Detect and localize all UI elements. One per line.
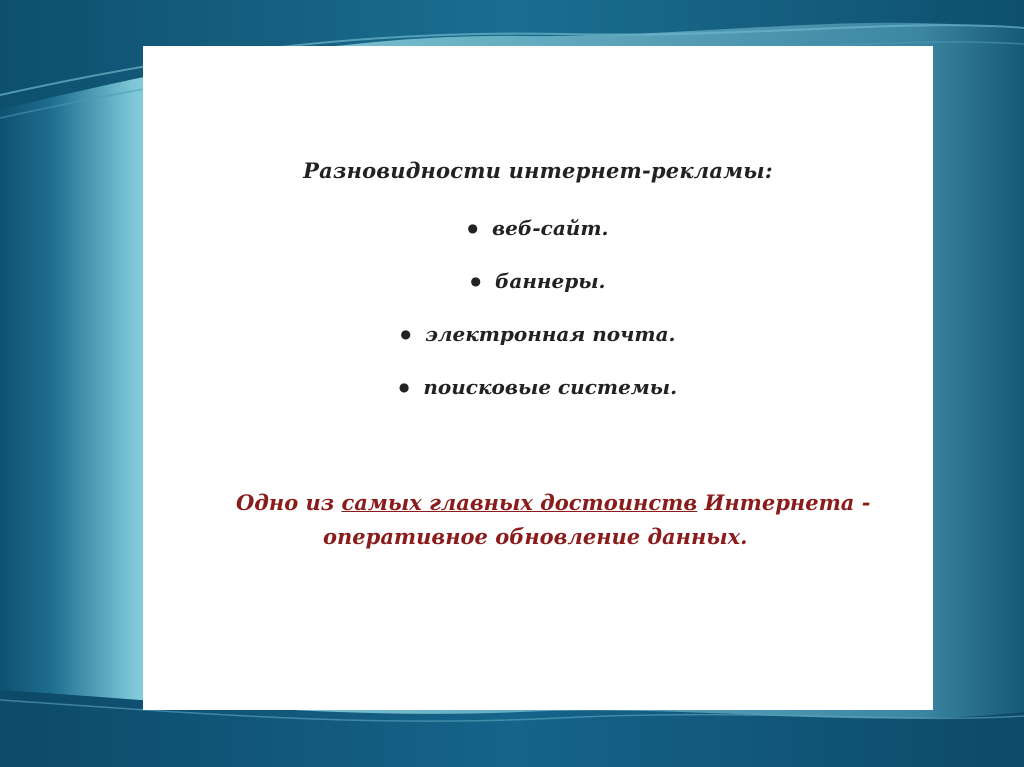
list-item: [143, 216, 933, 269]
highlight-line-2: оперативное обновление данных.: [323, 524, 748, 549]
list-item-text: веб-сайт.: [492, 216, 609, 240]
bullet-dot-icon: ●: [400, 327, 411, 341]
highlight-underlined-phrase: самых главных достоинств: [341, 490, 698, 515]
slide-heading: Разновидности интернет-рекламы:: [303, 158, 773, 183]
highlight-statement: [228, 486, 898, 554]
bullet-dot-icon: ●: [467, 221, 479, 235]
list-item: [143, 269, 933, 322]
highlight-line-1: [228, 486, 898, 520]
list-item-text: электронная почта.: [424, 322, 676, 346]
bullet-list: [143, 216, 933, 428]
list-item: [143, 322, 933, 375]
bullet-dot-icon: ●: [470, 274, 481, 288]
highlight-prefix: Одно из: [236, 490, 342, 515]
content-panel: [143, 46, 933, 710]
highlight-suffix: Интернета -: [697, 490, 871, 515]
list-item: [143, 375, 933, 428]
list-item-text: поисковые системы.: [423, 375, 678, 399]
bullet-dot-icon: ●: [398, 380, 410, 394]
list-item-text: баннеры.: [494, 269, 606, 293]
